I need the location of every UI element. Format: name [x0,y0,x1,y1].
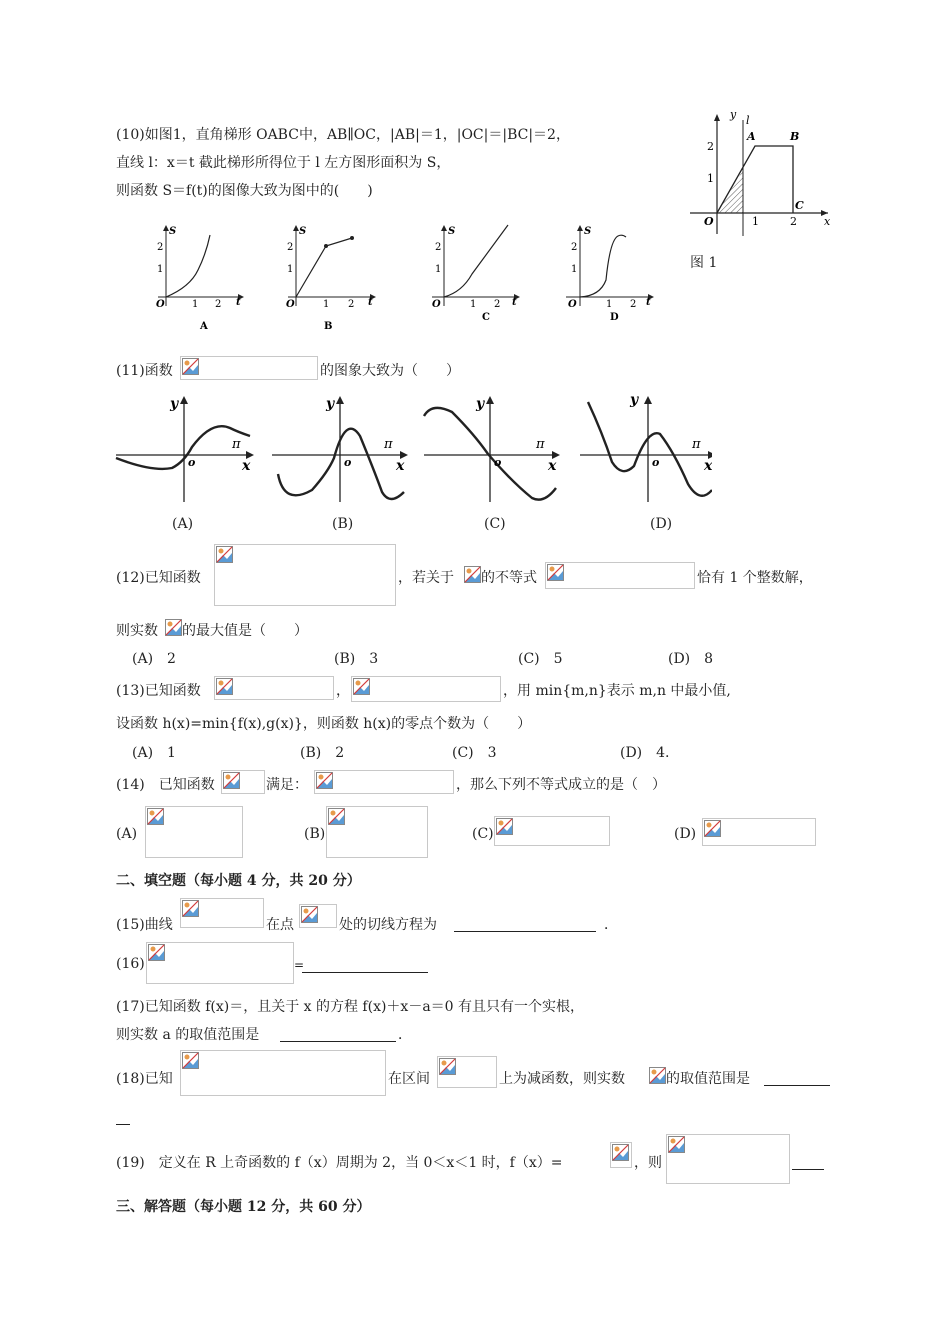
q18-mid2: 上为减函数，则实数 [499,1071,625,1087]
q11-graph-b [272,396,408,502]
broken-image-icon [216,678,233,695]
fig1-l-label: l [746,114,750,127]
q12-param-image [164,618,182,636]
q17-answer-blank[interactable] [280,1027,396,1042]
q14-option-a-label: (A) [116,826,138,842]
q16-answer-blank[interactable] [302,958,428,973]
section2-heading: 二、填空题（每小题 4 分，共 20 分） [116,873,361,889]
q13-prefix: (13)已知函数 [116,683,201,699]
svg-text:o: o [188,456,196,469]
q18-answer-blank-cont[interactable] [116,1110,130,1125]
svg-text:O: O [156,299,165,310]
svg-text:S: S [448,226,456,237]
broken-image-icon [353,678,370,695]
svg-text:2: 2 [571,242,578,253]
svg-text:1: 1 [323,299,330,310]
broken-image-icon [439,1058,456,1075]
fig1-x-label: x [824,215,831,228]
q15-suffix: 处的切线方程为 [339,917,437,933]
q18-interval-image [437,1056,497,1088]
q12-mid2: 的不等式 [481,570,537,586]
q10-option-d-graph [560,220,670,335]
q15-mid: 在点 [266,917,294,933]
fig1-tick-x2: 2 [790,215,797,228]
q11-prefix: (11)函数 [116,363,173,379]
q10-option-c-graph [424,220,534,335]
svg-text:1: 1 [571,264,578,275]
q11-suffix: 的图象大致为（ ） [320,363,460,379]
q19-answer-blank[interactable] [792,1155,824,1170]
q12-option-d: (D) 8 [668,651,714,667]
q13-f-image [214,676,334,700]
fig1-o-label: O [704,215,714,228]
broken-image-icon [182,358,199,375]
q19-expr-image [666,1134,790,1184]
svg-text:2: 2 [630,299,637,310]
fig1-tick-y1: 1 [707,172,714,185]
broken-image-icon [182,1052,199,1069]
q12-line2a: 则实数 [116,623,158,639]
q12-suffix: 恰有 1 个整数解， [697,570,813,586]
svg-text:x: x [396,458,405,474]
q13-suffix: ，用 min{m,n}表示 m,n 中最小值, [503,683,731,699]
q14-option-c-image [494,816,610,846]
q14-option-b-image [326,806,428,858]
q11-graph-a [116,396,254,502]
fig1-a-label: A [747,130,756,143]
svg-text:t: t [646,297,651,308]
q14-mid: 满足： [266,777,308,793]
q11-label-b: (B) [332,516,354,532]
q13-option-c: (C) 3 [452,745,497,761]
q18-param-image [648,1066,666,1084]
svg-text:2: 2 [215,299,222,310]
q10-option-b-graph [278,220,388,335]
broken-image-icon [148,944,165,961]
q10-line2: 直线 l：x＝t 截此梯形所得位于 l 左方图形面积为 S， [116,155,451,171]
q16-expr-image [146,942,294,984]
broken-image-icon [668,1136,685,1153]
svg-text:1: 1 [192,299,199,310]
q17-end: ． [398,1027,412,1043]
svg-text:π: π [692,437,701,452]
q12-mid1: ，若关于 [398,570,454,586]
q10-option-a-graph [140,220,250,335]
svg-text:2: 2 [494,299,501,310]
svg-text:1: 1 [470,299,477,310]
svg-text:2: 2 [435,242,442,253]
svg-text:S: S [169,226,177,237]
svg-text:y: y [476,396,485,412]
q10-option-a-label: A [200,321,208,332]
q11-label-d: (D) [650,516,673,532]
q14-option-d-label: (D) [674,826,697,842]
q11-graph-d [580,392,712,502]
broken-image-icon [704,820,721,837]
broken-image-icon [328,808,345,825]
q12-prefix: (12)已知函数 [116,570,201,586]
svg-text:y: y [630,392,639,408]
q10-option-d-label: D [610,312,619,323]
fig1-b-label: B [790,130,800,143]
fig1-tick-y2: 2 [707,140,714,153]
q14-condition-image [314,770,454,794]
svg-text:2: 2 [348,299,355,310]
q15-prefix: (15)曲线 [116,917,173,933]
svg-text:π: π [536,437,545,452]
q11-formula-image [180,356,318,380]
svg-text:π: π [232,437,241,452]
q19-text: (19) 定义在 R 上奇函数的 f（x）周期为 2，当 0＜x＜1 时，f（x）= [116,1155,563,1171]
q13-option-d: (D) 4. [620,745,670,761]
broken-image-icon [496,818,513,835]
q13-line2: 设函数 h(x)=min{f(x),g(x)}，则函数 h(x)的零点个数为（ ） [116,716,532,732]
svg-text:O: O [568,299,577,310]
q15-point-image [299,904,337,928]
q13-comma: ， [336,683,350,699]
broken-image-icon [649,1067,666,1084]
broken-image-icon [464,566,481,583]
fig1-y-label: y [730,110,737,121]
q11-graphs [112,392,712,504]
fig1-c-label: C [795,199,804,212]
broken-image-icon [301,906,318,923]
q10-option-c-label: C [482,312,490,323]
svg-text:1: 1 [157,264,164,275]
q18-suffix: 的取值范围是 [666,1071,750,1087]
q12-inequality-image [545,562,695,589]
q14-suffix: ，那么下列不等式成立的是（ ） [456,777,666,793]
svg-text:x: x [242,458,251,474]
section3-heading: 三、解答题（每小题 12 分，共 60 分） [116,1199,371,1215]
q18-answer-blank[interactable] [764,1071,830,1086]
svg-text:t: t [368,297,373,308]
q17-line2: 则实数 a 的取值范围是 [116,1027,260,1043]
q14-f-image [221,770,265,794]
broken-image-icon [612,1144,629,1161]
svg-text:1: 1 [606,299,613,310]
fig1-caption: 图 1 [690,255,718,271]
q11-label-c: (C) [484,516,506,532]
q15-end: ． [604,917,618,933]
q11-label-a: (A) [172,516,194,532]
svg-text:2: 2 [287,242,294,253]
svg-text:x: x [704,458,712,474]
q15-answer-blank[interactable] [454,917,596,932]
broken-image-icon [223,772,240,789]
svg-text:t: t [236,297,241,308]
svg-text:t: t [512,297,517,308]
q15-curve-image [180,898,264,928]
q18-prefix: (18)已知 [116,1071,173,1087]
q19-then: ，则 [634,1155,662,1171]
broken-image-icon [216,546,233,563]
svg-text:y: y [326,396,335,412]
svg-text:o: o [652,456,660,469]
q10-option-b-label: B [324,321,333,332]
q14-option-c-label: (C) [472,826,494,842]
svg-text:1: 1 [287,264,294,275]
q17-line1: (17)已知函数 f(x)＝，且关于 x 的方程 f(x)＋x－a＝0 有且只有一个实根， [116,999,585,1015]
q13-g-image [351,676,501,702]
q14-option-a-image [145,806,243,858]
broken-image-icon [547,564,564,581]
svg-text:S: S [584,226,592,237]
svg-text:π: π [384,437,393,452]
q18-mid: 在区间 [388,1071,430,1087]
svg-text:O: O [432,299,441,310]
svg-text:O: O [286,299,295,310]
q12-function-image [214,544,396,606]
q14-prefix: (14) 已知函数 [116,777,215,793]
svg-text:x: x [548,458,557,474]
q14-option-d-image [702,818,816,846]
svg-text:S: S [299,226,307,237]
broken-image-icon [147,808,164,825]
q12-option-c: (C) 5 [518,651,563,667]
q10-line3: 则函数 S＝f(t)的图像大致为图中的( ) [116,183,373,199]
svg-text:o: o [494,456,502,469]
q11-graph-c [424,396,560,502]
svg-text:y: y [170,396,179,412]
q13-option-a: (A) 1 [132,745,176,761]
q12-line2b: 的最大值是（ ） [182,623,308,639]
svg-text:o: o [344,456,352,469]
q18-function-image [180,1050,386,1096]
q12-option-a: (A) 2 [132,651,176,667]
fig1-tick-x1: 1 [752,215,759,228]
q12-var-image [463,565,481,583]
broken-image-icon [165,619,182,636]
q13-option-b: (B) 2 [300,745,345,761]
q19-f-image [610,1142,632,1168]
q16-eq: = [294,958,305,972]
q14-option-b-label: (B) [304,826,326,842]
svg-text:1: 1 [435,264,442,275]
q10-line1: (10)如图1，直角梯形 OABC中，AB∥OC，|AB|＝1，|OC|＝|BC|＝2， [116,127,570,143]
q16-prefix: (16) [116,956,145,972]
q10-figure1 [686,110,836,240]
q12-option-b: (B) 3 [334,651,379,667]
broken-image-icon [316,772,333,789]
broken-image-icon [182,900,199,917]
svg-text:2: 2 [157,242,164,253]
